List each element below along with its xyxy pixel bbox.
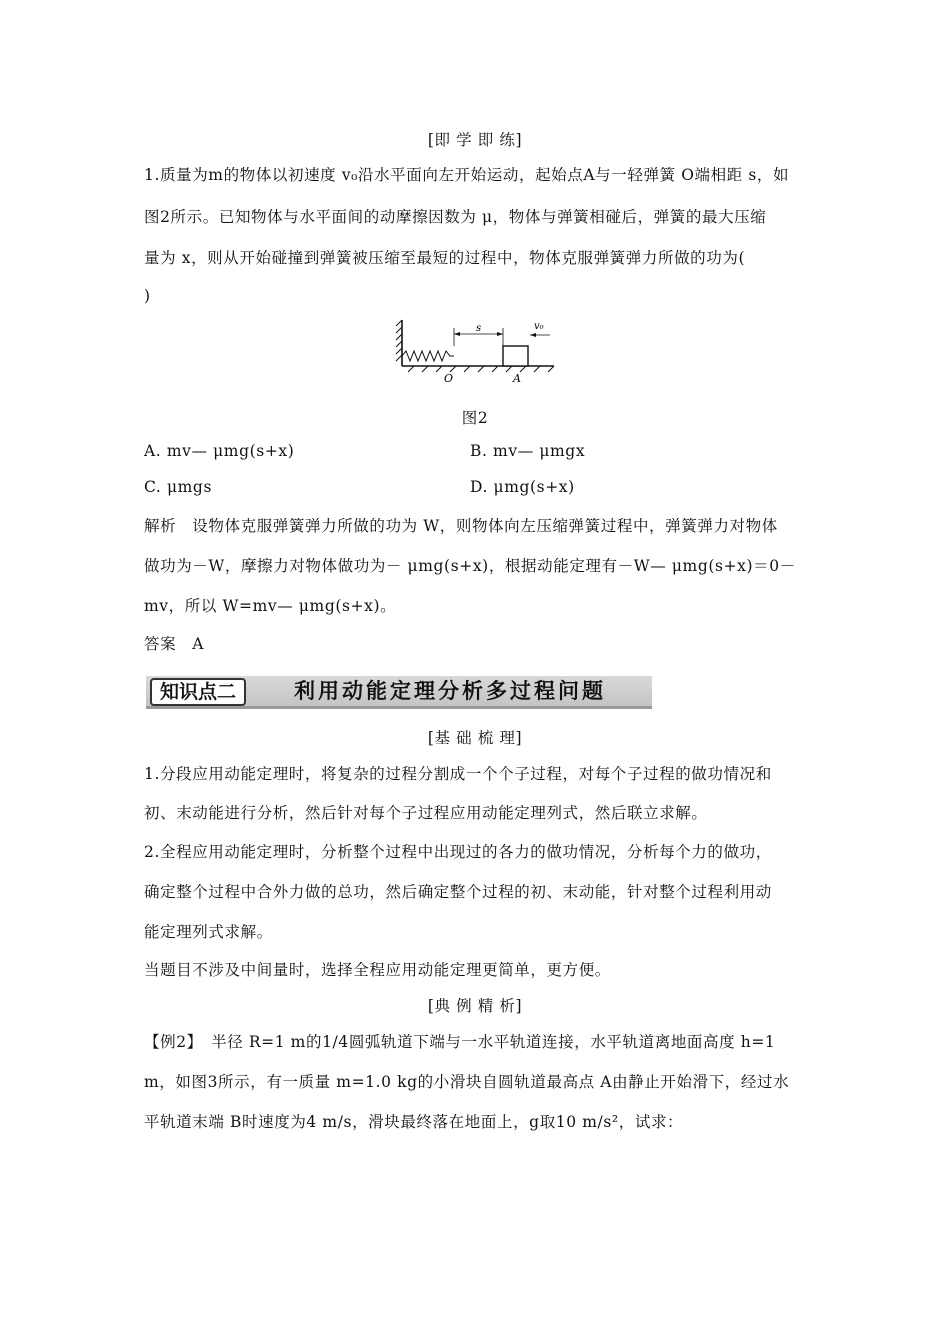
section-heading-basics: [基 础 梳 理] xyxy=(427,729,523,747)
section-heading-practice: [即 学 即 练] xyxy=(427,131,523,149)
analysis-line-2: 做功为－W，摩擦力对物体做功为－ μmg(s+x)，根据动能定理有－W— μmg(s+x)＝0－ xyxy=(144,557,796,575)
label-O: O xyxy=(444,372,454,385)
basics-p2-line-1: 2.全程应用动能定理时，分析整个过程中出现过的各力的做功情况，分析每个力的做功， xyxy=(144,843,772,861)
basics-p2-line-2: 确定整个过程中合外力做的总功，然后确定整个过程的初、末动能，针对整个过程利用动 xyxy=(144,883,772,901)
s-arrow-left xyxy=(454,332,460,336)
banner-tag: 知识点二 xyxy=(150,678,246,706)
question-1-line-4: ) xyxy=(144,287,151,305)
label-s: s xyxy=(476,323,482,334)
question-1-line-2: 图2所示。已知物体与水平面间的动摩擦因数为 μ，物体与弹簧相碰后，弹簧的最大压缩 xyxy=(144,208,767,226)
knowledge-point-banner xyxy=(146,676,652,709)
ground-hatch xyxy=(408,366,554,372)
option-c: C. μmgs xyxy=(144,478,213,496)
banner-title: 利用动能定理分析多过程问题 xyxy=(294,679,606,703)
option-d: D. μmg(s+x) xyxy=(470,478,575,496)
spring xyxy=(402,351,454,361)
s-arrow-right xyxy=(497,332,503,336)
label-A: A xyxy=(513,372,521,385)
basics-p1-line-1: 1.分段应用动能定理时，将复杂的过程分割成一个个子过程，对每个子过程的做功情况和 xyxy=(144,765,772,783)
label-v0: v₀ xyxy=(534,321,544,332)
spring-block-figure xyxy=(392,316,562,388)
answer: 答案 A xyxy=(144,635,205,653)
option-a: A. mv— μmg(s+x) xyxy=(144,442,295,460)
basics-p3: 当题目不涉及中间量时，选择全程应用动能定理更简单，更方便。 xyxy=(144,961,611,979)
example-2-line-1: 【例2】 半径 R=1 m的1/4圆弧轨道下端与一水平轨道连接，水平轨道离地面高度 h=1 xyxy=(144,1033,776,1051)
question-1-line-3: 量为 x，则从开始碰撞到弹簧被压缩至最短的过程中，物体克服弹簧弹力所做的功为( xyxy=(144,249,746,267)
wall-hatch xyxy=(396,320,402,361)
section-heading-examples: [典 例 精 析] xyxy=(427,997,523,1015)
option-b: B. mv— μmgx xyxy=(470,442,586,460)
v0-arrow-head xyxy=(530,333,536,337)
basics-p2-line-3: 能定理列式求解。 xyxy=(144,923,273,941)
figure-caption: 图2 xyxy=(461,409,489,427)
example-2-line-2: m，如图3所示，有一质量 m=1.0 kg的小滑块自圆轨道最高点 A由静止开始滑下，经过水 xyxy=(144,1073,790,1091)
question-1-line-1: 1.质量为m的物体以初速度 v₀沿水平面向左开始运动，起始点A与一轻弹簧 O端相距 s，如 xyxy=(144,166,790,184)
analysis-line-1: 解析 设物体克服弹簧弹力所做的功为 W，则物体向左压缩弹簧过程中，弹簧弹力对物体 xyxy=(144,517,778,535)
analysis-line-3: mv，所以 W=mv— μmg(s+x)。 xyxy=(144,597,397,615)
basics-p1-line-2: 初、末动能进行分析，然后针对每个子过程应用动能定理列式，然后联立求解。 xyxy=(144,804,708,822)
example-2-line-3: 平轨道末端 B时速度为4 m/s，滑块最终落在地面上，g取10 m/s²，试求： xyxy=(144,1113,684,1131)
block xyxy=(503,346,528,366)
